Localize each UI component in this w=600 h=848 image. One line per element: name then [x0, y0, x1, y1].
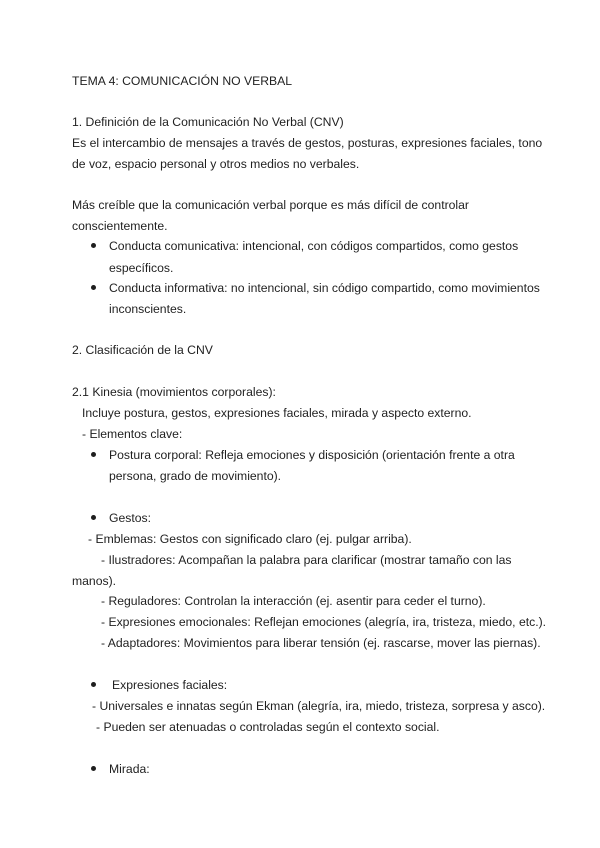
postura-text: persona, grado de movimiento). — [109, 469, 282, 483]
credibility-line: Más creíble que la comunicación verbal porque es más difícil de controlar — [72, 198, 469, 212]
bullet-dot — [91, 243, 96, 248]
mirada-label: Mirada: — [109, 762, 150, 776]
bullet-text: específicos. — [109, 261, 174, 275]
kinesia-heading: 2.1 Kinesia (movimientos corporales): — [72, 385, 276, 399]
section-1-heading: 1. Definición de la Comunicación No Verbal (CNV) — [72, 115, 344, 129]
gesto-item: - Emblemas: Gestos con significado claro (ej. pulgar arriba). — [88, 532, 412, 546]
definition-line: Es el intercambio de mensajes a través de gestos, posturas, expresiones faciales, tono — [72, 136, 543, 150]
bullet-text: inconscientes. — [109, 302, 187, 316]
bullet-dot — [91, 682, 96, 687]
section-2-heading: 2. Clasificación de la CNV — [72, 343, 213, 357]
expresion-item: - Pueden ser atenuadas o controladas según el contexto social. — [96, 720, 440, 734]
postura-text: Postura corporal: Refleja emociones y disposición (orientación frente a otra — [109, 448, 515, 462]
bullet-dot — [91, 766, 96, 771]
gesto-item: - Expresiones emocionales: Reflejan emociones (alegría, ira, tristeza, miedo, etc.). — [101, 615, 547, 629]
gesto-item: - Ilustradores: Acompañan la palabra para clarificar (mostrar tamaño con las — [101, 553, 512, 567]
bullet-dot — [91, 515, 96, 520]
bullet-dot — [91, 285, 96, 290]
definition-line: de voz, espacio personal y otros medios no verbales. — [72, 157, 360, 171]
bullet-text: Conducta comunicativa: intencional, con códigos compartidos, como gestos — [109, 239, 519, 253]
bullet-text: Conducta informativa: no intencional, sin código compartido, como movimientos — [109, 281, 540, 295]
expresion-item: - Universales e innatas según Ekman (alegría, ira, miedo, tristeza, sorpresa y asco). — [92, 699, 546, 713]
document-title: TEMA 4: COMUNICACIÓN NO VERBAL — [72, 74, 293, 88]
gesto-item: manos). — [72, 574, 117, 588]
credibility-line: conscientemente. — [72, 219, 168, 233]
expresiones-label: Expresiones faciales: — [112, 678, 228, 692]
gestos-label: Gestos: — [109, 511, 151, 525]
gesto-item: - Reguladores: Controlan la interacción (ej. asentir para ceder el turno). — [101, 594, 486, 608]
gesto-item: - Adaptadores: Movimientos para liberar tensión (ej. rascarse, mover las piernas). — [101, 636, 541, 650]
key-elements-label: - Elementos clave: — [82, 427, 183, 441]
kinesia-includes: Incluye postura, gestos, expresiones faciales, mirada y aspecto externo. — [82, 406, 472, 420]
bullet-dot — [91, 452, 96, 457]
